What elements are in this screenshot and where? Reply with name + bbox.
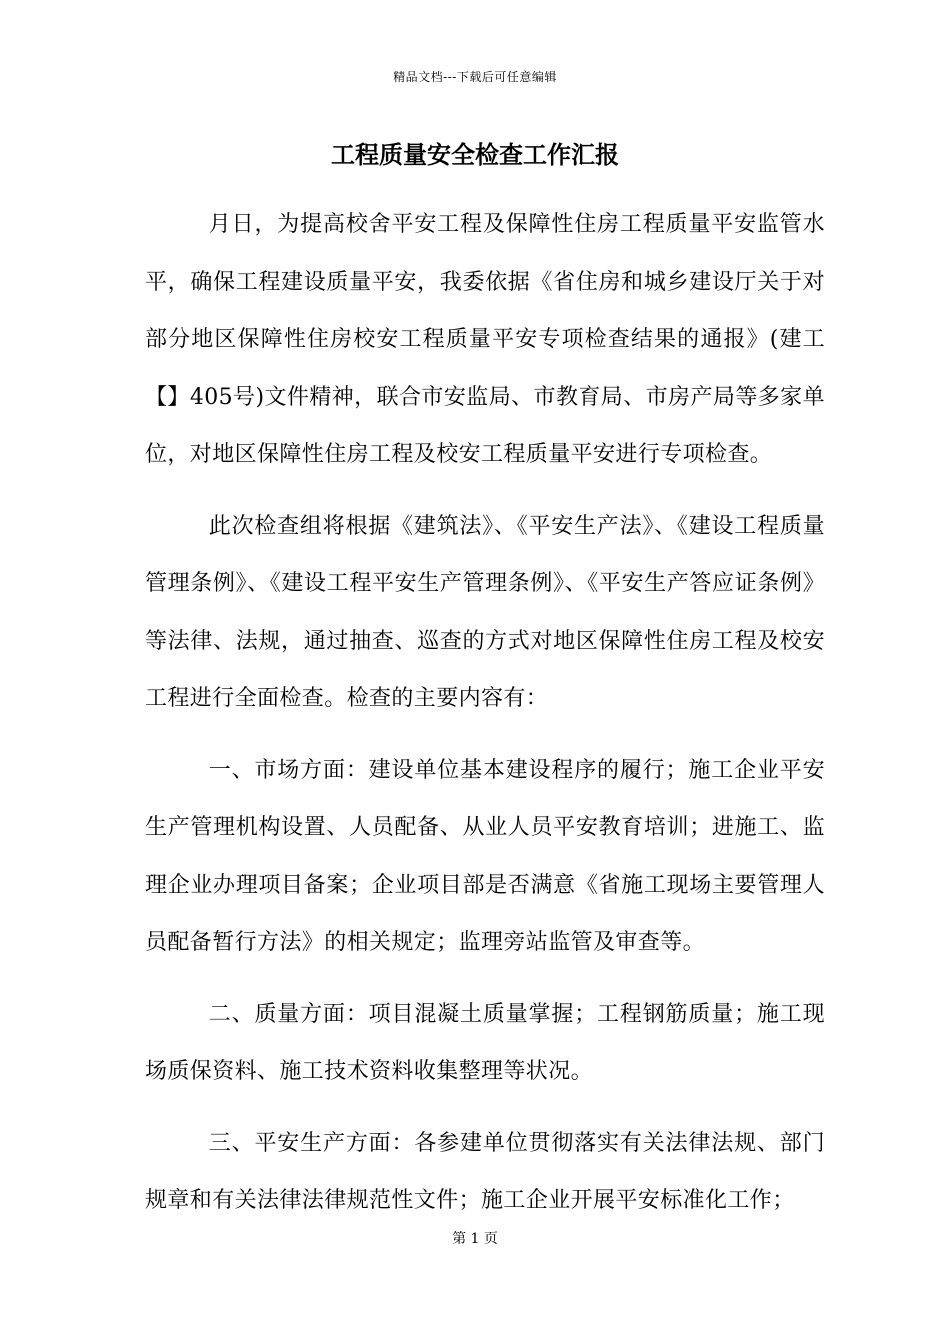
paragraph-quality: 二、质量方面：项目混凝土质量掌握；工程钢筋质量；施工现场质保资料、施工技术资料收集整理等状况。 xyxy=(145,1001,825,1084)
paragraph-intro: 月日，为提高校舍平安工程及保障性住房工程质量平安监管水平，确保工程建设质量平安，我委依据《省住房和城乡建设厅关于对部分地区保障性住房校安工程质量平安专项检查结果的通报》(建工【】405号)文件精神，联合市安监局、市教育局、市房产局等多家单位，对地区保障性住房工程及校安工程质量平安进行专项检查。 xyxy=(145,212,825,467)
document-title: 工程质量安全检查工作汇报 xyxy=(331,140,619,169)
page-header: 精品文档---下载后可任意编辑 xyxy=(393,70,557,84)
page-number: 第 1 页 xyxy=(452,1231,498,1247)
paragraph-safety: 三、平安生产方面：各参建单位贯彻落实有关法律法规、部门规章和有关法律法律规范性文件；施工企业开展平安标准化工作； xyxy=(145,1130,825,1213)
document-body xyxy=(145,196,825,1244)
paragraph-market: 一、市场方面：建设单位基本建设程序的履行；施工企业平安生产管理机构设置、人员配备、从业人员平安教育培训；进施工、监理企业办理项目备案；企业项目部是否满意《省施工现场主要管理人员配备暂行方法》的相关规定；监理旁站监管及审查等。 xyxy=(145,757,825,955)
paragraph-basis: 此次检查组将根据《建筑法》、《平安生产法》、《建设工程质量管理条例》、《建设工程平安生产管理条例》、《平安生产答应证条例》等法律、法规，通过抽查、巡查的方式对地区保障性住房工程及校安工程进行全面检查。检查的主要内容有： xyxy=(145,513,825,711)
